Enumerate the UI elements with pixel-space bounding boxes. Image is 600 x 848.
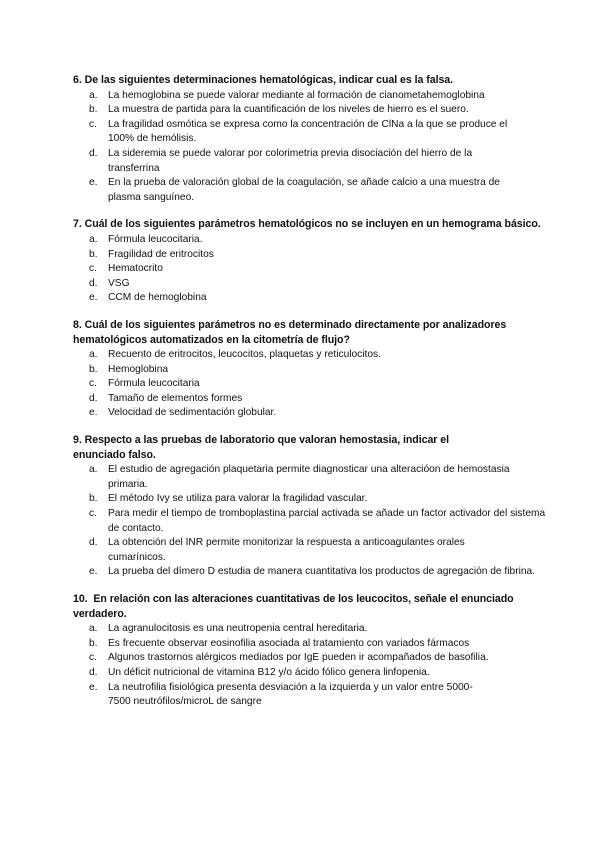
question-title: 9. Respecto a las pruebas de laboratorio que valoran hemostasia, indicar el enunciado falso. [73, 434, 449, 461]
question-title: 10. En relación con las alteraciones cuantitativas de los leucocitos, señale el enunciado verdadero. [73, 593, 517, 620]
question-8 [73, 318, 560, 421]
question-title: 8. Cuál de los siguientes parámetros no es determinado directamente por analizadores hematológicos automatizados en la citometría de flujo? [73, 318, 507, 346]
option-text: Para medir el tiempo de tromboplastina parcial activada se añade un factor activador del sistema de contacto. [108, 508, 546, 534]
option-text: El estudio de agregación plaquetaria permite diagnosticar una alteracióon de hemostasia primaria. [108, 464, 510, 490]
option-text: Fórmula leucocitaria. [108, 233, 203, 245]
option-list [73, 89, 560, 206]
option-text: Recuento de eritrocitos, leucocitos, plaquetas y reticulocitos. [108, 349, 381, 361]
option-item [73, 406, 560, 421]
question-title: 7. Cuál de los siguientes parámetros hematológicos no se incluyen en un hemograma básico. [73, 218, 541, 231]
option-text: En la prueba de valoración global de la coagulación, se añade calcio a una muestra de plasma sanguíneo. [108, 177, 500, 203]
option-item [73, 492, 560, 507]
option-letter: e. [89, 292, 98, 304]
option-list [73, 348, 560, 421]
option-text: Es frecuente observar eosinofilia asociada al tratamiento con variados fármacos [108, 637, 470, 649]
option-letter: a. [89, 464, 98, 476]
option-text: La agranulocitosis es una neutropenia central hereditaria. [108, 623, 368, 635]
option-text: La neutrofilia fisiológica presenta desviación a la izquierda y un valor entre 5000-7500 neutrófilos/microL de sangre [108, 681, 473, 708]
option-item [73, 681, 560, 710]
option-text: El método Ivy se utiliza para valorar la fragilidad vascular. [108, 493, 368, 505]
option-text: La hemoglobina se puede valorar mediante al formación de cianometahemoglobina [108, 89, 485, 101]
option-list [73, 622, 560, 710]
option-letter: d. [89, 537, 98, 549]
option-letter: c. [89, 263, 97, 275]
option-letter: a. [89, 349, 98, 361]
option-letter: b. [89, 104, 98, 116]
option-item [73, 651, 560, 666]
option-item [73, 377, 560, 392]
option-text: Tamaño de elementos formes [108, 392, 243, 404]
option-item [73, 622, 560, 637]
option-letter: c. [89, 118, 97, 130]
option-item [73, 507, 560, 536]
option-text: La obtención del INR permite monitorizar la respuesta a anticoagulantes orales cumarínicos. [108, 537, 465, 563]
option-text: Un déficit nutricional de vitamina B12 y/o ácido fólico genera linfopenia. [108, 666, 430, 678]
option-letter: b. [89, 363, 98, 375]
option-item [73, 89, 560, 104]
option-item [73, 248, 560, 263]
option-text: La sideremia se puede valorar por colorimetria previa disociación del hierro de la transferrina [108, 147, 473, 174]
option-letter: a. [89, 233, 98, 245]
option-letter: b. [89, 248, 98, 260]
option-letter: d. [89, 147, 98, 159]
option-text: La muestra de partida para la cuantificación de los niveles de hierro es el suero. [108, 104, 469, 116]
option-letter: d. [89, 277, 98, 289]
option-text: CCM de hemoglobina [108, 292, 207, 304]
option-text: Fórmula leucocitaria [108, 378, 200, 390]
question-title: 6. De las siguientes determinaciones hematológicas, indicar cual es la falsa. [73, 74, 454, 86]
option-text: La fragilidad osmótica se expresa como la concentración de ClNa a la que se produce el 100% de hemólisis. [108, 118, 508, 145]
option-item [73, 536, 560, 565]
option-letter: d. [89, 666, 98, 678]
option-text: Hematocrito [108, 263, 163, 275]
option-item [73, 233, 560, 248]
option-letter: e. [89, 681, 98, 693]
option-letter: c. [89, 508, 97, 520]
question-9 [73, 433, 560, 580]
option-letter: c. [89, 378, 97, 390]
option-item [73, 666, 560, 681]
option-letter: e. [89, 177, 98, 189]
option-text: Hemoglobina [108, 363, 169, 375]
option-list [73, 233, 560, 306]
option-item [73, 262, 560, 277]
option-item [73, 277, 560, 292]
option-item [73, 103, 560, 118]
option-letter: b. [89, 493, 98, 505]
option-letter: a. [89, 623, 98, 635]
option-item [73, 147, 560, 176]
question-7 [73, 217, 560, 306]
option-text: Velocidad de sedimentación globular. [108, 407, 277, 419]
option-letter: b. [89, 637, 98, 649]
option-item [73, 463, 560, 492]
option-list [73, 463, 560, 580]
option-text: VSG [108, 277, 130, 289]
option-item [73, 176, 560, 205]
option-item [73, 392, 560, 407]
option-letter: c. [89, 652, 97, 664]
option-item [73, 348, 560, 363]
option-text: La prueba del dímero D estudia de manera cuantitativa los productos de agregación de fibrina. [108, 566, 536, 578]
option-letter: d. [89, 392, 98, 404]
option-letter: e. [89, 566, 98, 578]
option-item [73, 363, 560, 378]
option-text: Fragilidad de eritrocitos [108, 248, 214, 260]
option-item [73, 637, 560, 652]
option-letter: e. [89, 407, 98, 419]
option-item [73, 118, 560, 147]
question-10 [73, 592, 560, 710]
option-letter: a. [89, 89, 98, 101]
question-6 [73, 73, 560, 205]
option-text: Algunos trastornos alérgicos mediados por IgE pueden ir acompañados de basofilia. [108, 652, 489, 664]
option-item [73, 291, 560, 306]
option-item [73, 565, 560, 580]
